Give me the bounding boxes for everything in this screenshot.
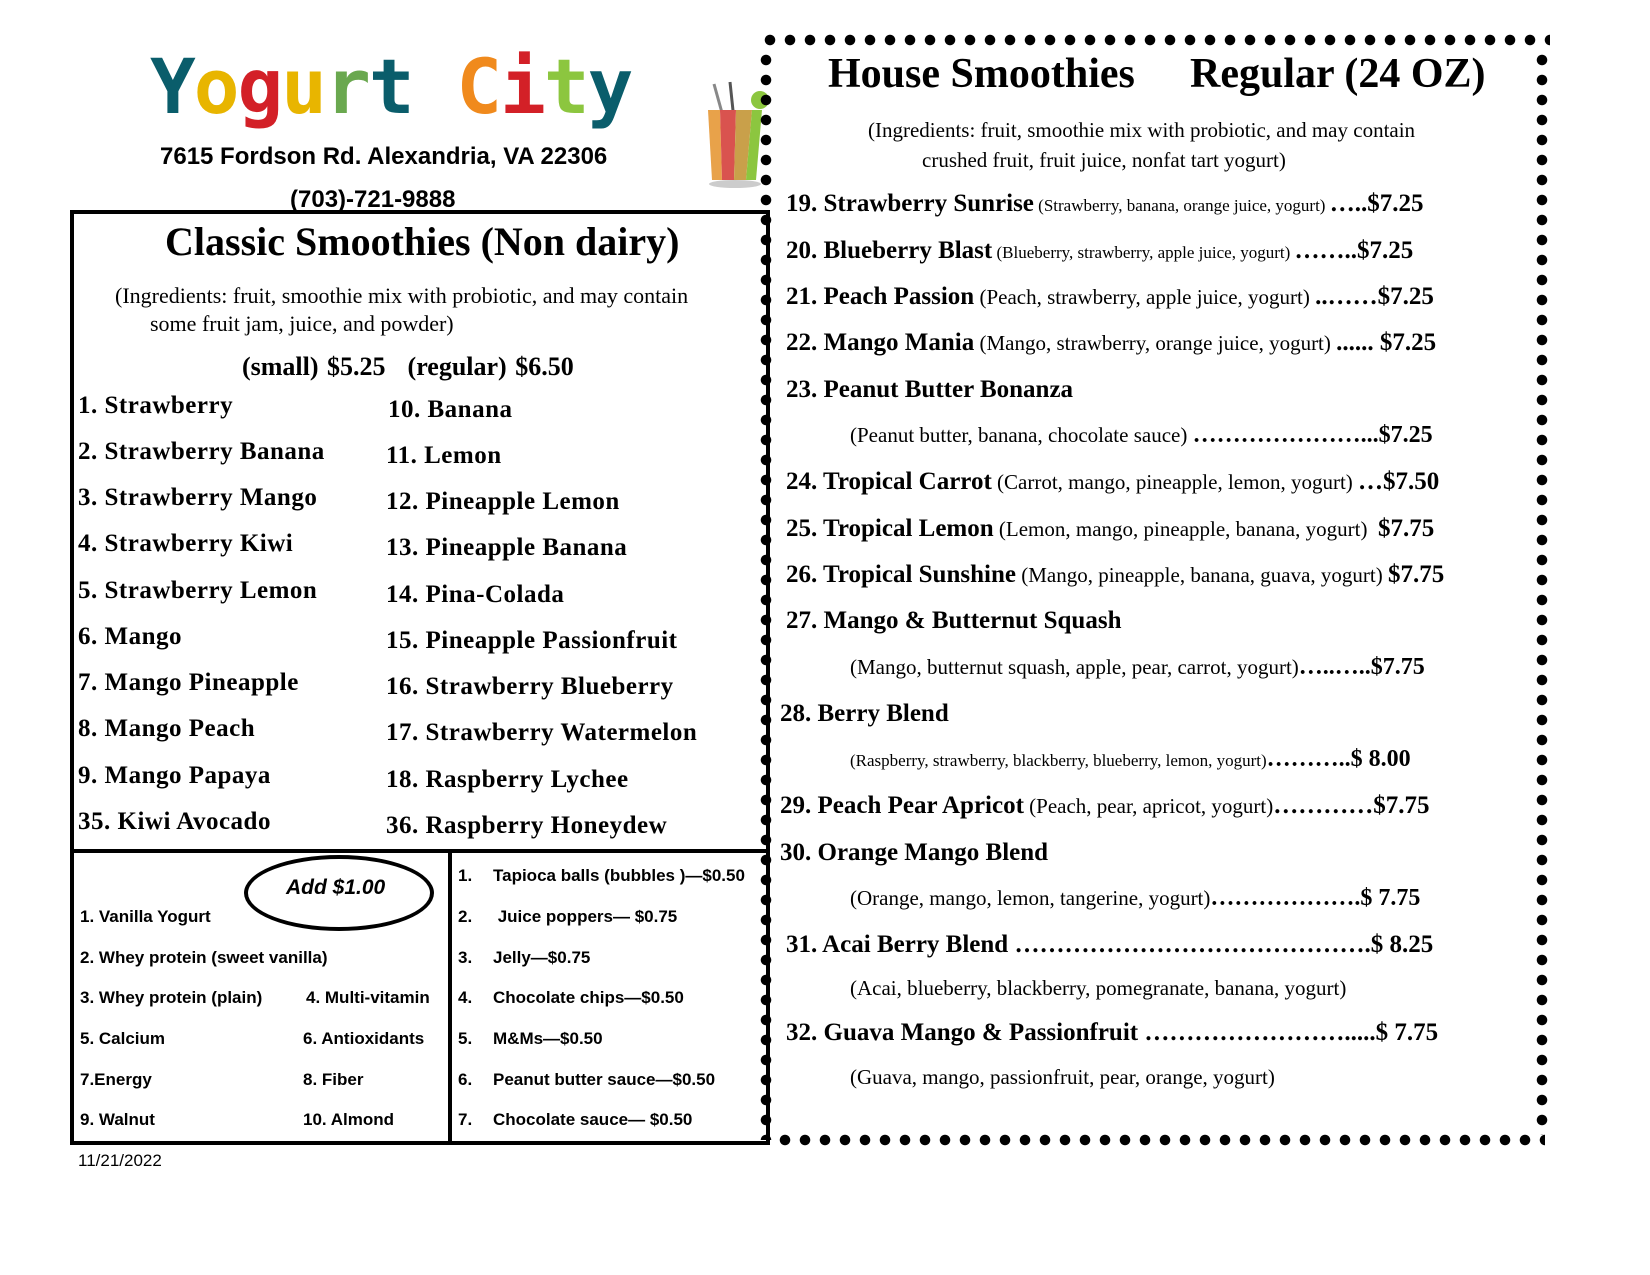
item-desc: (Blueberry, strawberry, apple juice, yogurt): [992, 243, 1295, 262]
addon-item: 8. Fiber: [303, 1070, 364, 1089]
topping-item: Chocolate chips—$0.50: [493, 988, 684, 1007]
addon-item: 4. Multi-vitamin: [306, 988, 430, 1007]
topping-number: 3.: [458, 948, 473, 967]
topping-number: 7.: [458, 1110, 473, 1129]
classic-item: 1. Strawberry: [78, 392, 234, 419]
house-item-31: [786, 931, 1433, 959]
classic-item: 4. Strawberry Kiwi: [78, 530, 294, 557]
logo-letter: Y: [150, 42, 194, 131]
classic-item: 13. Pineapple Banana: [386, 534, 628, 561]
yogurt-city-logo: [150, 42, 631, 131]
dotted-border-right: [1534, 50, 1550, 1135]
item-price: …..…..$7.75: [1298, 654, 1425, 680]
item-desc: (Orange, mango, lemon, tangerine, yogurt): [850, 886, 1211, 910]
item-desc: (Peanut butter, banana, chocolate sauce): [850, 423, 1193, 447]
logo-letter: y: [587, 42, 632, 131]
item-desc: (Guava, mango, passionfruit, pear, orange, yogurt): [850, 1065, 1275, 1089]
house-item-24: [786, 468, 1439, 496]
item-price: …………………….....$ 7.75: [1144, 1019, 1439, 1046]
item-desc: (Carrot, mango, pineapple, lemon, yogurt): [991, 470, 1359, 494]
addon-item: 5. Calcium: [80, 1029, 166, 1048]
item-name: 19. Strawberry Sunrise: [786, 190, 1034, 217]
topping-item: Jelly—$0.75: [493, 948, 591, 967]
classic-ingredients-line2: some fruit jam, juice, and powder): [150, 311, 454, 336]
item-price: ..……$7.25: [1315, 283, 1434, 310]
addon-item: 7.Energy: [80, 1070, 152, 1089]
topping-item: Peanut butter sauce—$0.50: [493, 1070, 716, 1089]
house-item-20: [786, 237, 1413, 265]
classic-item: 36. Raspberry Honeydew: [386, 812, 668, 839]
item-name: 23. Peanut Butter Bonanza: [786, 376, 1074, 403]
house-item-30: [780, 839, 1048, 867]
house-item-19: [786, 190, 1423, 218]
house-item-21: [786, 283, 1434, 311]
item-price: ………..$ 8.00: [1266, 746, 1411, 772]
classic-ingredients-line1: (Ingredients: fruit, smoothie mix with probiotic, and may contain: [115, 283, 689, 308]
topping-item: Juice poppers— $0.75: [493, 907, 678, 926]
addon-item: 3. Whey protein (plain): [80, 988, 263, 1007]
logo-letter: g: [237, 42, 282, 131]
item-name: 24. Tropical Carrot: [786, 468, 992, 495]
topping-item: M&Ms—$0.50: [493, 1029, 603, 1048]
classic-item: 17. Strawberry Watermelon: [386, 719, 698, 746]
item-desc: (Lemon, mango, pineapple, banana, yogurt): [993, 517, 1378, 541]
classic-item: 15. Pineapple Passionfruit: [386, 627, 678, 654]
house-item-32-detail: [850, 1065, 1275, 1090]
classic-item: 14. Pina-Colada: [386, 581, 565, 608]
house-ingredients-line2: crushed fruit, fruit juice, nonfat tart yogurt): [922, 148, 1286, 172]
house-title: House Smoothies: [828, 51, 1135, 97]
item-desc: (Mango, strawberry, orange juice, yogurt): [974, 331, 1337, 355]
item-price: $7.75: [1388, 561, 1445, 588]
item-desc: (Peach, strawberry, apple juice, yogurt): [974, 285, 1316, 309]
addon-item: 2. Whey protein (sweet vanilla): [80, 948, 328, 967]
add-price-label: Add $1.00: [286, 876, 386, 899]
dotted-border-bottom: [775, 1132, 1545, 1148]
classic-item: 35. Kiwi Avocado: [78, 808, 271, 835]
logo-letter: t: [368, 42, 413, 131]
addon-item: 6. Antioxidants: [303, 1029, 425, 1048]
item-desc: (Strawberry, banana, orange juice, yogurt): [1033, 196, 1330, 215]
logo-letter: r: [325, 42, 369, 131]
topping-number: 1.: [458, 866, 473, 885]
house-item-28-detail: [850, 746, 1411, 773]
item-price: $7.75: [1377, 515, 1435, 542]
item-price: …$7.50: [1358, 468, 1440, 495]
item-price: ……………….$ 7.75: [1210, 885, 1421, 911]
item-name: 22. Mango Mania: [786, 329, 975, 356]
item-price: …..$7.25: [1329, 190, 1424, 217]
topping-item: Chocolate sauce— $0.50: [493, 1110, 693, 1129]
item-desc: (Mango, butternut squash, apple, pear, carrot, yogurt): [850, 655, 1299, 679]
logo-letter: i: [500, 42, 544, 131]
logo-letter: t: [543, 42, 588, 131]
item-name: 28. Berry Blend: [780, 700, 949, 727]
store-address: 7615 Fordson Rd. Alexandria, VA 22306: [160, 143, 608, 170]
house-item-30-detail: [850, 885, 1420, 912]
menu-date: 11/21/2022: [78, 1151, 162, 1170]
classic-item: 11. Lemon: [386, 442, 502, 469]
item-desc: (Acai, blueberry, blackberry, pomegranate, banana, yogurt): [850, 976, 1347, 1000]
price-regular: (regular) $6.50: [407, 352, 574, 381]
classic-item: 3. Strawberry Mango: [78, 484, 318, 511]
house-item-26: [786, 561, 1444, 589]
house-size: Regular (24 OZ): [1190, 51, 1486, 97]
classic-title: Classic Smoothies (Non dairy): [165, 219, 680, 264]
item-name: 27. Mango & Butternut Squash: [786, 607, 1122, 634]
house-item-32: [786, 1019, 1438, 1047]
classic-prices: [242, 352, 596, 382]
price-small: (small) $5.25: [242, 352, 386, 381]
item-name: 26. Tropical Sunshine: [786, 561, 1016, 588]
classic-item: 10. Banana: [388, 396, 513, 423]
classic-item: 7. Mango Pineapple: [78, 669, 299, 696]
dotted-border-left: [758, 50, 774, 1140]
classic-item: 16. Strawberry Blueberry: [386, 673, 674, 700]
house-item-29: [780, 792, 1429, 820]
topping-number: 6.: [458, 1070, 473, 1089]
classic-item: 18. Raspberry Lychee: [386, 766, 629, 793]
item-name: 30. Orange Mango Blend: [780, 839, 1049, 866]
house-item-22: [786, 329, 1436, 357]
item-price: …………………...$7.25: [1192, 422, 1433, 448]
house-item-31-detail: [850, 976, 1346, 1001]
classic-item: 12. Pineapple Lemon: [386, 488, 620, 515]
house-ingredients-line1: (Ingredients: fruit, smoothie mix with probiotic, and may contain: [868, 118, 1416, 142]
item-name: 25. Tropical Lemon: [786, 515, 994, 542]
item-price: ……..$7.25: [1294, 237, 1414, 264]
logo-letter: u: [281, 42, 326, 131]
addon-item: 10. Almond: [303, 1110, 394, 1129]
addon-item: 9. Walnut: [80, 1110, 155, 1129]
item-name: 31. Acai Berry Blend: [786, 931, 1015, 958]
house-item-27-detail: [850, 654, 1425, 681]
logo-letter: C: [456, 42, 501, 131]
item-price: …………$7.75: [1273, 792, 1430, 819]
addon-item: 1. Vanilla Yogurt: [80, 907, 211, 926]
item-name: 29. Peach Pear Apricot: [780, 792, 1024, 819]
logo-letter: [413, 42, 457, 131]
item-desc: (Raspberry, strawberry, blackberry, blueberry, lemon, yogurt): [850, 751, 1267, 770]
item-name: 32. Guava Mango & Passionfruit: [786, 1019, 1145, 1046]
item-desc: (Mango, pineapple, banana, guava, yogurt): [1015, 563, 1388, 587]
topping-number: 2.: [458, 907, 473, 926]
item-name: 21. Peach Passion: [786, 283, 975, 310]
classic-item: 5. Strawberry Lemon: [78, 577, 318, 604]
classic-item: 8. Mango Peach: [78, 715, 256, 742]
store-phone: (703)-721-9888: [290, 186, 456, 213]
item-price: …………………………………….$ 8.25: [1014, 931, 1434, 958]
classic-item: 9. Mango Papaya: [78, 762, 271, 789]
house-item-28: [780, 700, 949, 728]
topping-number: 4.: [458, 988, 473, 1007]
logo-letter: o: [193, 42, 238, 131]
house-item-27: [786, 607, 1121, 635]
topping-number: 5.: [458, 1029, 473, 1048]
item-name: 20. Blueberry Blast: [786, 237, 993, 264]
item-desc: (Peach, pear, apricot, yogurt): [1023, 794, 1274, 818]
classic-item: 2. Strawberry Banana: [78, 438, 325, 465]
house-item-25: [786, 515, 1434, 543]
house-item-23-detail: [850, 422, 1433, 449]
house-item-23: [786, 376, 1073, 404]
item-price: ...... $7.25: [1336, 329, 1437, 356]
classic-item: 6. Mango: [78, 623, 182, 650]
dotted-border-top: [760, 32, 1550, 48]
topping-item: Tapioca balls (bubbles )—$0.50: [493, 866, 745, 885]
